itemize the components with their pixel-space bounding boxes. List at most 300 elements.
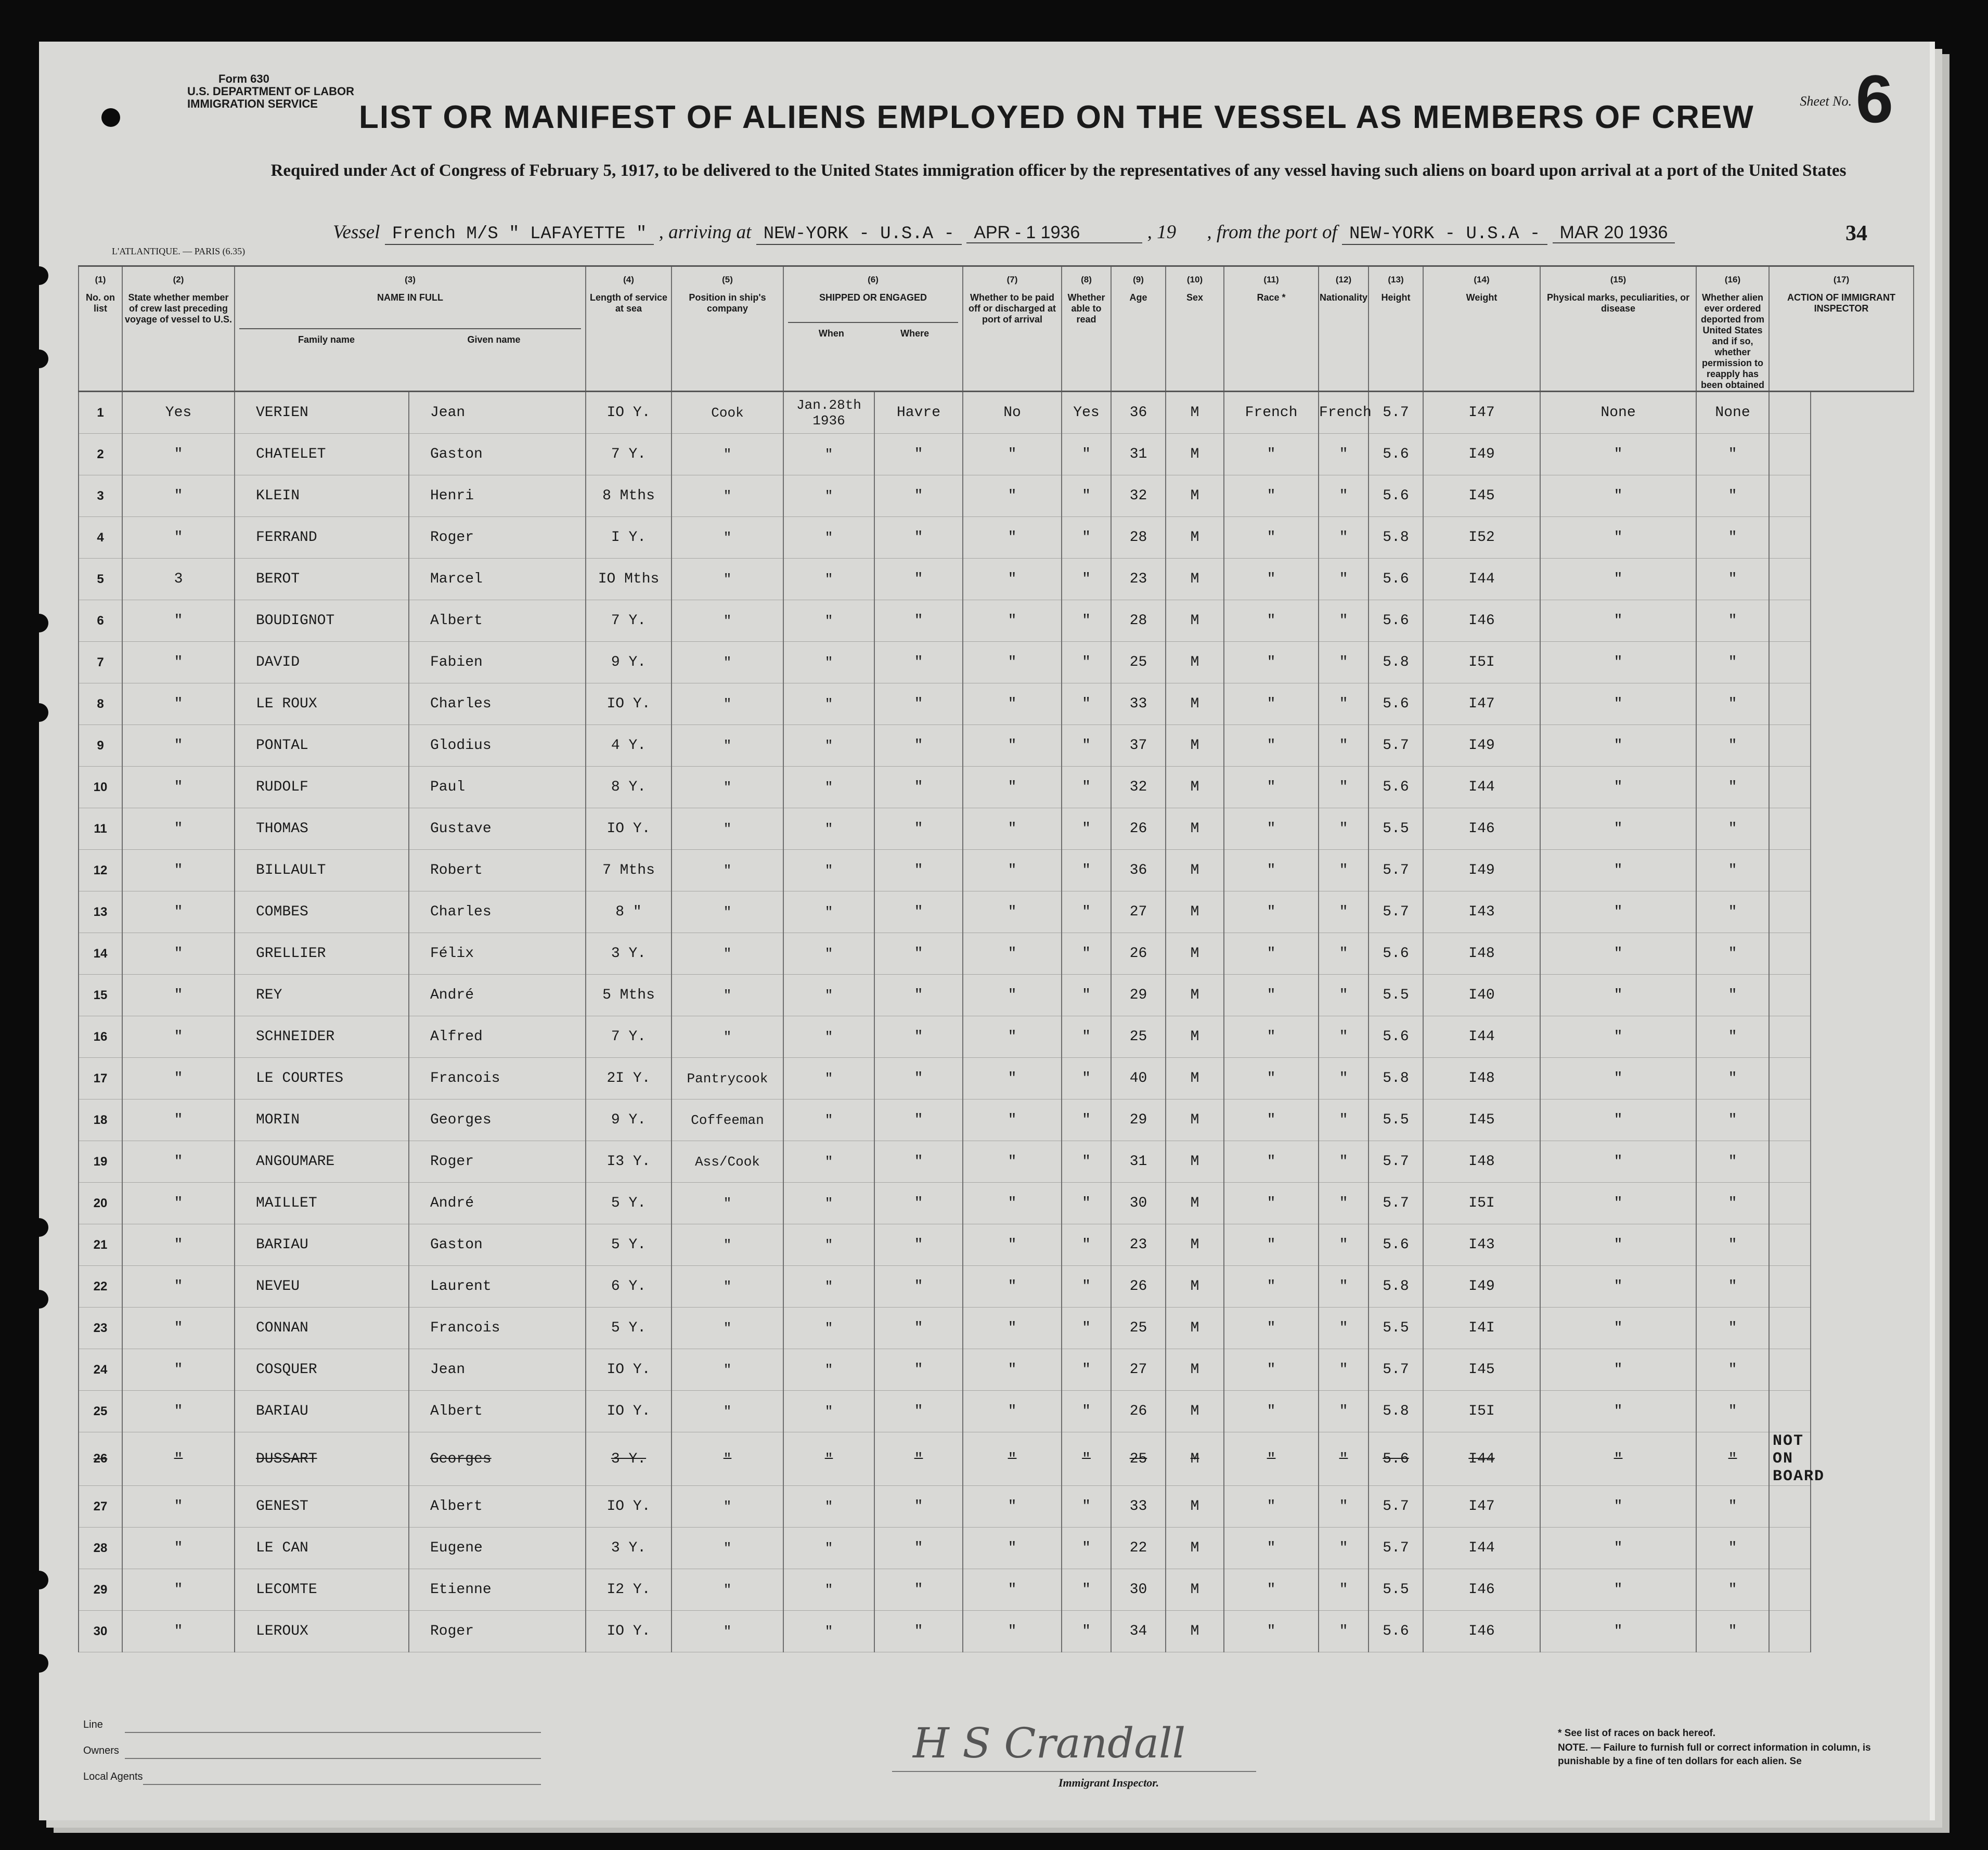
cell-no: 19 [79, 1141, 122, 1183]
cell-family: KLEIN [235, 475, 409, 517]
cell-action [1769, 1349, 1811, 1391]
cell-age: 26 [1111, 1391, 1166, 1432]
cell-deported: " [1696, 475, 1769, 517]
cell-weight: I4I [1423, 1308, 1540, 1349]
cell-when: " [783, 933, 874, 975]
cell-read: " [1062, 891, 1111, 933]
table-row [79, 600, 1914, 642]
cell-nat: " [1319, 475, 1369, 517]
cell-action [1769, 1528, 1811, 1569]
cell-paid: " [963, 1569, 1062, 1611]
cell-deported: " [1696, 1308, 1769, 1349]
cell-where: " [874, 1224, 963, 1266]
cell-prev: " [122, 600, 235, 642]
cell-nat: " [1319, 1569, 1369, 1611]
cell-paid: " [963, 975, 1062, 1016]
col-deported-header: (16) Whether alien ever ordered deported from United States and if so, whether permission to reapply has been obtained [1696, 266, 1769, 392]
cell-deported: " [1696, 1058, 1769, 1099]
note-label: NOTE. — [1558, 1742, 1601, 1753]
table-row [79, 1224, 1914, 1266]
cell-prev: " [122, 475, 235, 517]
cell-family: SCHNEIDER [235, 1016, 409, 1058]
vessel-info-line [333, 221, 1675, 244]
cell-when: " [783, 1611, 874, 1652]
cell-paid: " [963, 1349, 1062, 1391]
cell-height: 5.7 [1369, 1486, 1423, 1528]
cell-prev: " [122, 850, 235, 891]
cell-race: " [1224, 683, 1319, 725]
cell-race: " [1224, 1308, 1319, 1349]
cell-race: " [1224, 850, 1319, 891]
cell-age: 25 [1111, 1432, 1166, 1486]
cell-age: 30 [1111, 1183, 1166, 1224]
cell-weight: I45 [1423, 475, 1540, 517]
col-age-header: (9) Age [1111, 266, 1166, 392]
cell-sex: M [1166, 1486, 1224, 1528]
cell-given: Francois [409, 1058, 586, 1099]
col-marks-header: (15) Physical marks, peculiarities, or disease [1540, 266, 1696, 392]
cell-deported: " [1696, 933, 1769, 975]
cell-when: " [783, 725, 874, 767]
crew-table [78, 265, 1914, 1652]
cell-action [1769, 1266, 1811, 1308]
cell-paid: " [963, 1528, 1062, 1569]
cell-deported: " [1696, 1016, 1769, 1058]
table-row [79, 1016, 1914, 1058]
cell-weight: I46 [1423, 1569, 1540, 1611]
cell-read: " [1062, 434, 1111, 475]
where-subheader: Where [900, 328, 930, 339]
cell-paid: " [963, 434, 1062, 475]
cell-nat: " [1319, 1183, 1369, 1224]
cell-position: " [672, 1266, 783, 1308]
punch-hole [30, 1218, 48, 1237]
cell-prev: " [122, 1391, 235, 1432]
punch-hole [30, 1654, 48, 1673]
cell-sex: M [1166, 850, 1224, 891]
cell-action [1769, 434, 1811, 475]
cell-height: 5.7 [1369, 1183, 1423, 1224]
cell-given: André [409, 975, 586, 1016]
cell-height: 5.5 [1369, 975, 1423, 1016]
cell-prev: " [122, 1141, 235, 1183]
cell-when: " [783, 1432, 874, 1486]
cell-prev: " [122, 1183, 235, 1224]
cell-weight: I46 [1423, 600, 1540, 642]
cell-sex: M [1166, 517, 1224, 559]
cell-race: " [1224, 1016, 1319, 1058]
cell-deported: " [1696, 434, 1769, 475]
cell-position: " [672, 933, 783, 975]
cell-read: " [1062, 600, 1111, 642]
department-name: U.S. DEPARTMENT OF LABOR [187, 85, 355, 98]
cell-no: 21 [79, 1224, 122, 1266]
cell-sex: M [1166, 1432, 1224, 1486]
cell-given: Roger [409, 517, 586, 559]
cell-sex: M [1166, 1349, 1224, 1391]
cell-given: Georges [409, 1432, 586, 1486]
cell-nat: " [1319, 891, 1369, 933]
inspector-signature: H S Crandall [913, 1719, 1186, 1767]
cell-age: 25 [1111, 1308, 1166, 1349]
cell-where: " [874, 683, 963, 725]
cell-weight: I44 [1423, 1528, 1540, 1569]
cell-nat: " [1319, 1611, 1369, 1652]
cell-action [1769, 1058, 1811, 1099]
cell-race: " [1224, 1528, 1319, 1569]
cell-prev: " [122, 1432, 235, 1486]
cell-age: 25 [1111, 642, 1166, 683]
cell-marks: " [1540, 642, 1696, 683]
cell-sex: M [1166, 808, 1224, 850]
cell-sex: M [1166, 1099, 1224, 1141]
cell-where: " [874, 517, 963, 559]
cell-action [1769, 725, 1811, 767]
cell-height: 5.8 [1369, 642, 1423, 683]
cell-deported: " [1696, 1099, 1769, 1141]
signature-underline [892, 1771, 1256, 1772]
col-weight-header: (14) Weight [1423, 266, 1540, 392]
cell-read: " [1062, 1016, 1111, 1058]
cell-where: " [874, 1391, 963, 1432]
cell-service: I Y. [586, 517, 672, 559]
form-number: Form 630 [218, 72, 269, 85]
cell-given: Félix [409, 933, 586, 975]
cell-race: " [1224, 767, 1319, 808]
cell-family: BILLAULT [235, 850, 409, 891]
cell-marks: " [1540, 1058, 1696, 1099]
cell-no: 26 [79, 1432, 122, 1486]
cell-service: IO Y. [586, 1611, 672, 1652]
cell-position: " [672, 517, 783, 559]
cell-action: NOT ON BOARD [1769, 1432, 1811, 1486]
cell-prev: " [122, 933, 235, 975]
cell-marks: " [1540, 1391, 1696, 1432]
cell-height: 5.8 [1369, 1266, 1423, 1308]
cell-age: 34 [1111, 1611, 1166, 1652]
cell-given: Henri [409, 475, 586, 517]
cell-position: " [672, 767, 783, 808]
cell-prev: " [122, 1224, 235, 1266]
cell-paid: " [963, 1391, 1062, 1432]
cell-no: 29 [79, 1569, 122, 1611]
col-shipped-header: (6) SHIPPED OR ENGAGED When Where [783, 266, 963, 392]
cell-no: 1 [79, 392, 122, 434]
cell-deported: " [1696, 1141, 1769, 1183]
cell-weight: I44 [1423, 559, 1540, 600]
cell-read: " [1062, 1141, 1111, 1183]
cell-where: " [874, 642, 963, 683]
cell-age: 28 [1111, 517, 1166, 559]
cell-weight: I47 [1423, 1486, 1540, 1528]
cell-position: Cook [672, 392, 783, 434]
cell-prev: " [122, 1266, 235, 1308]
cell-service: IO Y. [586, 1349, 672, 1391]
cell-action [1769, 1569, 1811, 1611]
cell-where: " [874, 1432, 963, 1486]
cell-deported: " [1696, 975, 1769, 1016]
race-footnote: * See list of races on back hereof. [1558, 1728, 1716, 1739]
cell-where: " [874, 891, 963, 933]
cell-sex: M [1166, 1266, 1224, 1308]
cell-height: 5.5 [1369, 808, 1423, 850]
cell-service: 9 Y. [586, 1099, 672, 1141]
cell-given: Francois [409, 1308, 586, 1349]
cell-when: " [783, 434, 874, 475]
cell-sex: M [1166, 1224, 1224, 1266]
table-row [79, 1528, 1914, 1569]
cell-action [1769, 1486, 1811, 1528]
cell-nat: " [1319, 1016, 1369, 1058]
col-sex-header: (10) Sex [1166, 266, 1224, 392]
cell-height: 5.6 [1369, 1432, 1423, 1486]
table-row [79, 1611, 1914, 1652]
cell-given: Paul [409, 767, 586, 808]
cell-given: Alfred [409, 1016, 586, 1058]
cell-service: 7 Mths [586, 850, 672, 891]
cell-race: " [1224, 559, 1319, 600]
cell-when: " [783, 517, 874, 559]
cell-nat: " [1319, 434, 1369, 475]
cell-marks: " [1540, 1432, 1696, 1486]
table-row [79, 1099, 1914, 1141]
cell-family: BEROT [235, 559, 409, 600]
cell-prev: " [122, 1308, 235, 1349]
cell-paid: " [963, 1611, 1062, 1652]
cell-when: " [783, 475, 874, 517]
cell-age: 27 [1111, 891, 1166, 933]
punch-hole [30, 1571, 48, 1589]
cell-deported: " [1696, 891, 1769, 933]
cell-service: IO Y. [586, 1391, 672, 1432]
cell-family: LE CAN [235, 1528, 409, 1569]
cell-marks: " [1540, 1183, 1696, 1224]
cell-weight: I49 [1423, 850, 1540, 891]
cell-given: Fabien [409, 642, 586, 683]
cell-paid: " [963, 600, 1062, 642]
cell-deported: " [1696, 1486, 1769, 1528]
cell-no: 28 [79, 1528, 122, 1569]
cell-age: 25 [1111, 1016, 1166, 1058]
cell-family: LEROUX [235, 1611, 409, 1652]
cell-weight: I43 [1423, 891, 1540, 933]
col-nationality-header: (12) Nationality [1319, 266, 1369, 392]
cell-position: " [672, 600, 783, 642]
cell-position: " [672, 1486, 783, 1528]
cell-action [1769, 975, 1811, 1016]
cell-service: 7 Y. [586, 434, 672, 475]
cell-where: " [874, 434, 963, 475]
cell-service: 4 Y. [586, 725, 672, 767]
cell-weight: I45 [1423, 1099, 1540, 1141]
cell-given: Albert [409, 1391, 586, 1432]
col-action-header: (17) ACTION OF IMMIGRANT INSPECTOR [1769, 266, 1914, 392]
table-row [79, 683, 1914, 725]
cell-marks: " [1540, 725, 1696, 767]
cell-family: DAVID [235, 642, 409, 683]
cell-nat: " [1319, 1528, 1369, 1569]
table-row [79, 850, 1914, 891]
cell-weight: I44 [1423, 767, 1540, 808]
cell-height: 5.6 [1369, 434, 1423, 475]
cell-given: Gustave [409, 808, 586, 850]
cell-service: IO Mths [586, 559, 672, 600]
cell-read: " [1062, 1058, 1111, 1099]
cell-race: " [1224, 600, 1319, 642]
cell-age: 23 [1111, 1224, 1166, 1266]
cell-when: " [783, 600, 874, 642]
cell-height: 5.6 [1369, 1611, 1423, 1652]
cell-paid: " [963, 891, 1062, 933]
cell-prev: 3 [122, 559, 235, 600]
cell-sex: M [1166, 767, 1224, 808]
table-row [79, 1486, 1914, 1528]
cell-read: " [1062, 559, 1111, 600]
punch-hole [101, 108, 120, 127]
cell-action [1769, 1391, 1811, 1432]
cell-action [1769, 517, 1811, 559]
cell-family: BOUDIGNOT [235, 600, 409, 642]
cell-race: " [1224, 1266, 1319, 1308]
cell-marks: " [1540, 1569, 1696, 1611]
cell-age: 27 [1111, 1349, 1166, 1391]
cell-no: 11 [79, 808, 122, 850]
cell-sex: M [1166, 725, 1224, 767]
cell-weight: I48 [1423, 1141, 1540, 1183]
cell-age: 28 [1111, 600, 1166, 642]
cell-deported: " [1696, 1391, 1769, 1432]
cell-when: " [783, 975, 874, 1016]
family-name-subheader: Family name [298, 334, 355, 345]
cell-read: " [1062, 1308, 1111, 1349]
cell-marks: " [1540, 683, 1696, 725]
cell-nat: " [1319, 559, 1369, 600]
cell-where: " [874, 975, 963, 1016]
cell-read: " [1062, 767, 1111, 808]
cell-where: " [874, 725, 963, 767]
cell-prev: " [122, 642, 235, 683]
cell-nat: " [1319, 517, 1369, 559]
cell-sex: M [1166, 600, 1224, 642]
table-row [79, 975, 1914, 1016]
cell-read: " [1062, 975, 1111, 1016]
cell-action [1769, 683, 1811, 725]
cell-action [1769, 1611, 1811, 1652]
cell-weight: I49 [1423, 725, 1540, 767]
cell-nat: " [1319, 1058, 1369, 1099]
cell-action [1769, 1099, 1811, 1141]
table-row [79, 1308, 1914, 1349]
cell-family: REY [235, 975, 409, 1016]
service-name: IMMIGRATION SERVICE [187, 97, 318, 110]
cell-given: Charles [409, 683, 586, 725]
cell-prev: Yes [122, 392, 235, 434]
cell-marks: " [1540, 1528, 1696, 1569]
cell-race: " [1224, 1349, 1319, 1391]
cell-prev: " [122, 975, 235, 1016]
cell-weight: I5I [1423, 642, 1540, 683]
table-row [79, 891, 1914, 933]
table-row [79, 808, 1914, 850]
cell-position: " [672, 434, 783, 475]
line-underline [125, 1732, 541, 1733]
cell-weight: I47 [1423, 683, 1540, 725]
cell-weight: I5I [1423, 1391, 1540, 1432]
cell-family: MORIN [235, 1099, 409, 1141]
cell-height: 5.6 [1369, 559, 1423, 600]
cell-read: " [1062, 642, 1111, 683]
col-paid-off-header: (7) Whether to be paid off or discharged at port of arrival [963, 266, 1062, 392]
local-agents-label: Local Agents [83, 1771, 143, 1782]
cell-where: " [874, 808, 963, 850]
cell-deported: " [1696, 683, 1769, 725]
cell-position: " [672, 1224, 783, 1266]
cell-no: 30 [79, 1611, 122, 1652]
table-row [79, 725, 1914, 767]
col-race-header: (11) Race * [1224, 266, 1319, 392]
cell-service: 5 Y. [586, 1224, 672, 1266]
cell-no: 4 [79, 517, 122, 559]
cell-service: 3 Y. [586, 1432, 672, 1486]
cell-position: " [672, 891, 783, 933]
cell-service: 3 Y. [586, 933, 672, 975]
cell-where: " [874, 1569, 963, 1611]
cell-paid: " [963, 1486, 1062, 1528]
cell-deported: " [1696, 1528, 1769, 1569]
cell-where: " [874, 475, 963, 517]
cell-family: GRELLIER [235, 933, 409, 975]
inspector-label: Immigrant Inspector. [1058, 1776, 1159, 1789]
given-name-subheader: Given name [467, 334, 521, 345]
cell-when: " [783, 1141, 874, 1183]
cell-where: " [874, 600, 963, 642]
when-subheader: When [818, 328, 844, 339]
note-text: Failure to furnish full or correct information in column, is punishable by a fine of ten dollars for each alien. Se [1558, 1742, 1871, 1767]
cell-race: " [1224, 517, 1319, 559]
cell-family: COSQUER [235, 1349, 409, 1391]
cell-service: 6 Y. [586, 1266, 672, 1308]
cell-when: " [783, 767, 874, 808]
cell-read: " [1062, 808, 1111, 850]
cell-marks: " [1540, 1611, 1696, 1652]
cell-deported: " [1696, 1569, 1769, 1611]
cell-when: " [783, 1099, 874, 1141]
cell-nat: " [1319, 1308, 1369, 1349]
cell-where: Havre [874, 392, 963, 434]
cell-read: " [1062, 1266, 1111, 1308]
cell-marks: None [1540, 392, 1696, 434]
cell-when: " [783, 1266, 874, 1308]
cell-service: 7 Y. [586, 600, 672, 642]
cell-age: 33 [1111, 683, 1166, 725]
cell-when: " [783, 559, 874, 600]
cell-service: 8 " [586, 891, 672, 933]
from-port-label: , from the port of [1207, 222, 1337, 243]
cell-race: " [1224, 1569, 1319, 1611]
cell-where: " [874, 1528, 963, 1569]
cell-sex: M [1166, 559, 1224, 600]
table-row [79, 392, 1914, 434]
punch-hole [30, 266, 48, 285]
cell-family: BARIAU [235, 1224, 409, 1266]
cell-no: 10 [79, 767, 122, 808]
cell-when: " [783, 1349, 874, 1391]
cell-no: 23 [79, 1308, 122, 1349]
cell-action [1769, 1183, 1811, 1224]
cell-given: Roger [409, 1141, 586, 1183]
owners-underline [125, 1758, 541, 1759]
cell-when: " [783, 808, 874, 850]
